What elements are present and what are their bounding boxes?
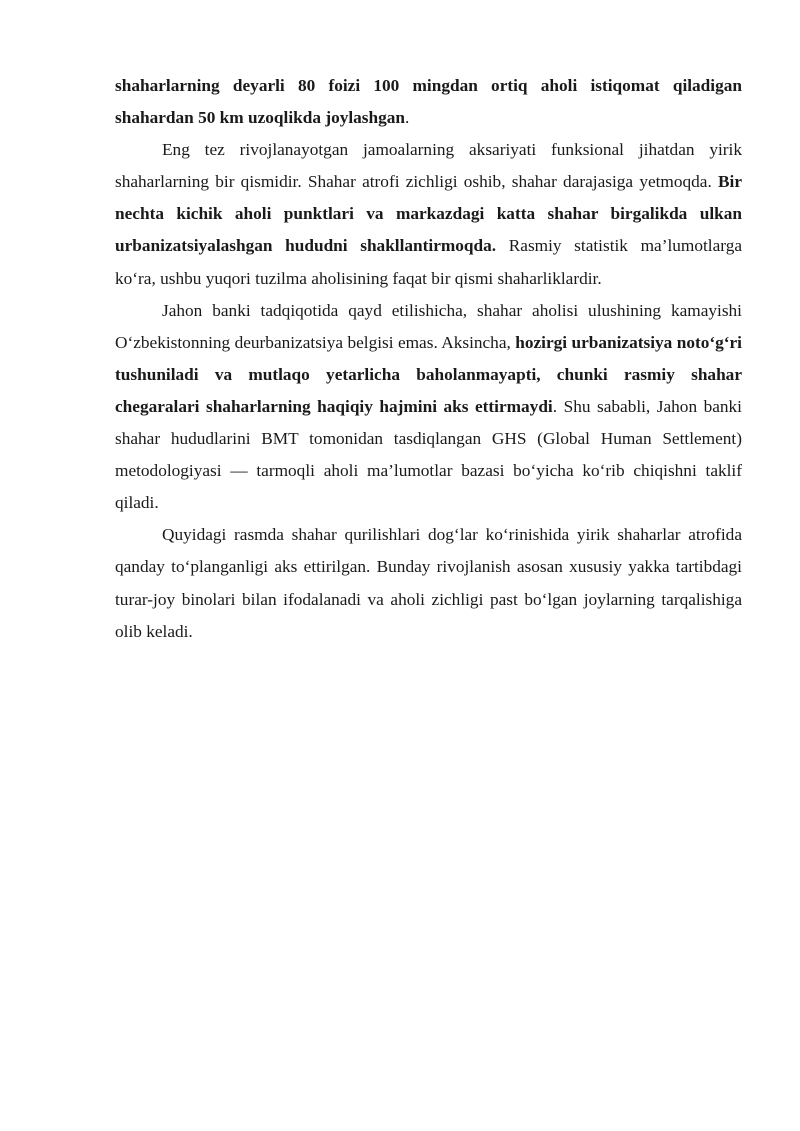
paragraph-2 bbox=[115, 134, 742, 294]
paragraph-4-run: Quyidagi rasmda shahar qurilishlari dog‘lar ko‘rinishida yirik shaharlar atrofida qanday to‘planganligi aks ettirilgan. Bunday rivojlanish asosan xususiy yakka tartibdagi turar-joy binolari bilan ifodalanadi va aholi zichligi past bo‘lgan joylarning tarqalishiga olib keladi. bbox=[115, 525, 742, 641]
paragraph-1-run: . bbox=[405, 108, 410, 128]
paragraph-2-bold-run: Bir nechta kichik aholi punktlari va markazdagi katta shahar birgalikda ulkan urbanizatsiyalashgan hududni shakllantirmoqda. bbox=[115, 172, 742, 256]
paragraph-2-run: Eng tez rivojlanayotgan jamoalarning aksariyati funksional jihatdan yirik shaharlarning bir qismidir. Shahar atrofi zichligi oshib, shahar darajasiga yetmoqda. bbox=[115, 140, 742, 192]
paragraph-3-run: Jahon banki tadqiqotida qayd etilishicha, shahar aholisi ulushining kamayishi O‘zbekistonning deurbanizatsiya belgisi emas. Aksincha, bbox=[115, 300, 742, 352]
paragraph-4 bbox=[115, 519, 742, 647]
paragraph-3-bold-run: hozirgi urbanizatsiya noto‘g‘ri tushuniladi va mutlaqo yetarlicha baholanmayapti, chunki rasmiy shahar chegaralari shaharlarning haqiqiy hajmini aks ettirmaydi bbox=[115, 332, 742, 416]
document-page bbox=[115, 70, 742, 648]
paragraph-1-bold-run: shaharlarning deyarli 80 foizi 100 mingdan ortiq aholi istiqomat qiladigan shahardan 50 km uzoqlikda joylashgan bbox=[115, 76, 742, 128]
paragraph-1 bbox=[115, 70, 742, 134]
paragraph-3-run: . Shu sababli, Jahon banki shahar hududlarini BMT tomonidan tasdiqlangan GHS (Global Human Settlement) metodologiyasi — tarmoqli aholi ma’lumotlar bazasi bo‘yicha ko‘rib chiqishni taklif qiladi. bbox=[115, 396, 742, 513]
paragraph-3 bbox=[115, 295, 742, 520]
paragraph-2-run: Rasmiy statistik ma’lumotlarga ko‘ra, ushbu yuqori tuzilma aholisining faqat bir qismi shaharliklardir. bbox=[115, 236, 742, 288]
